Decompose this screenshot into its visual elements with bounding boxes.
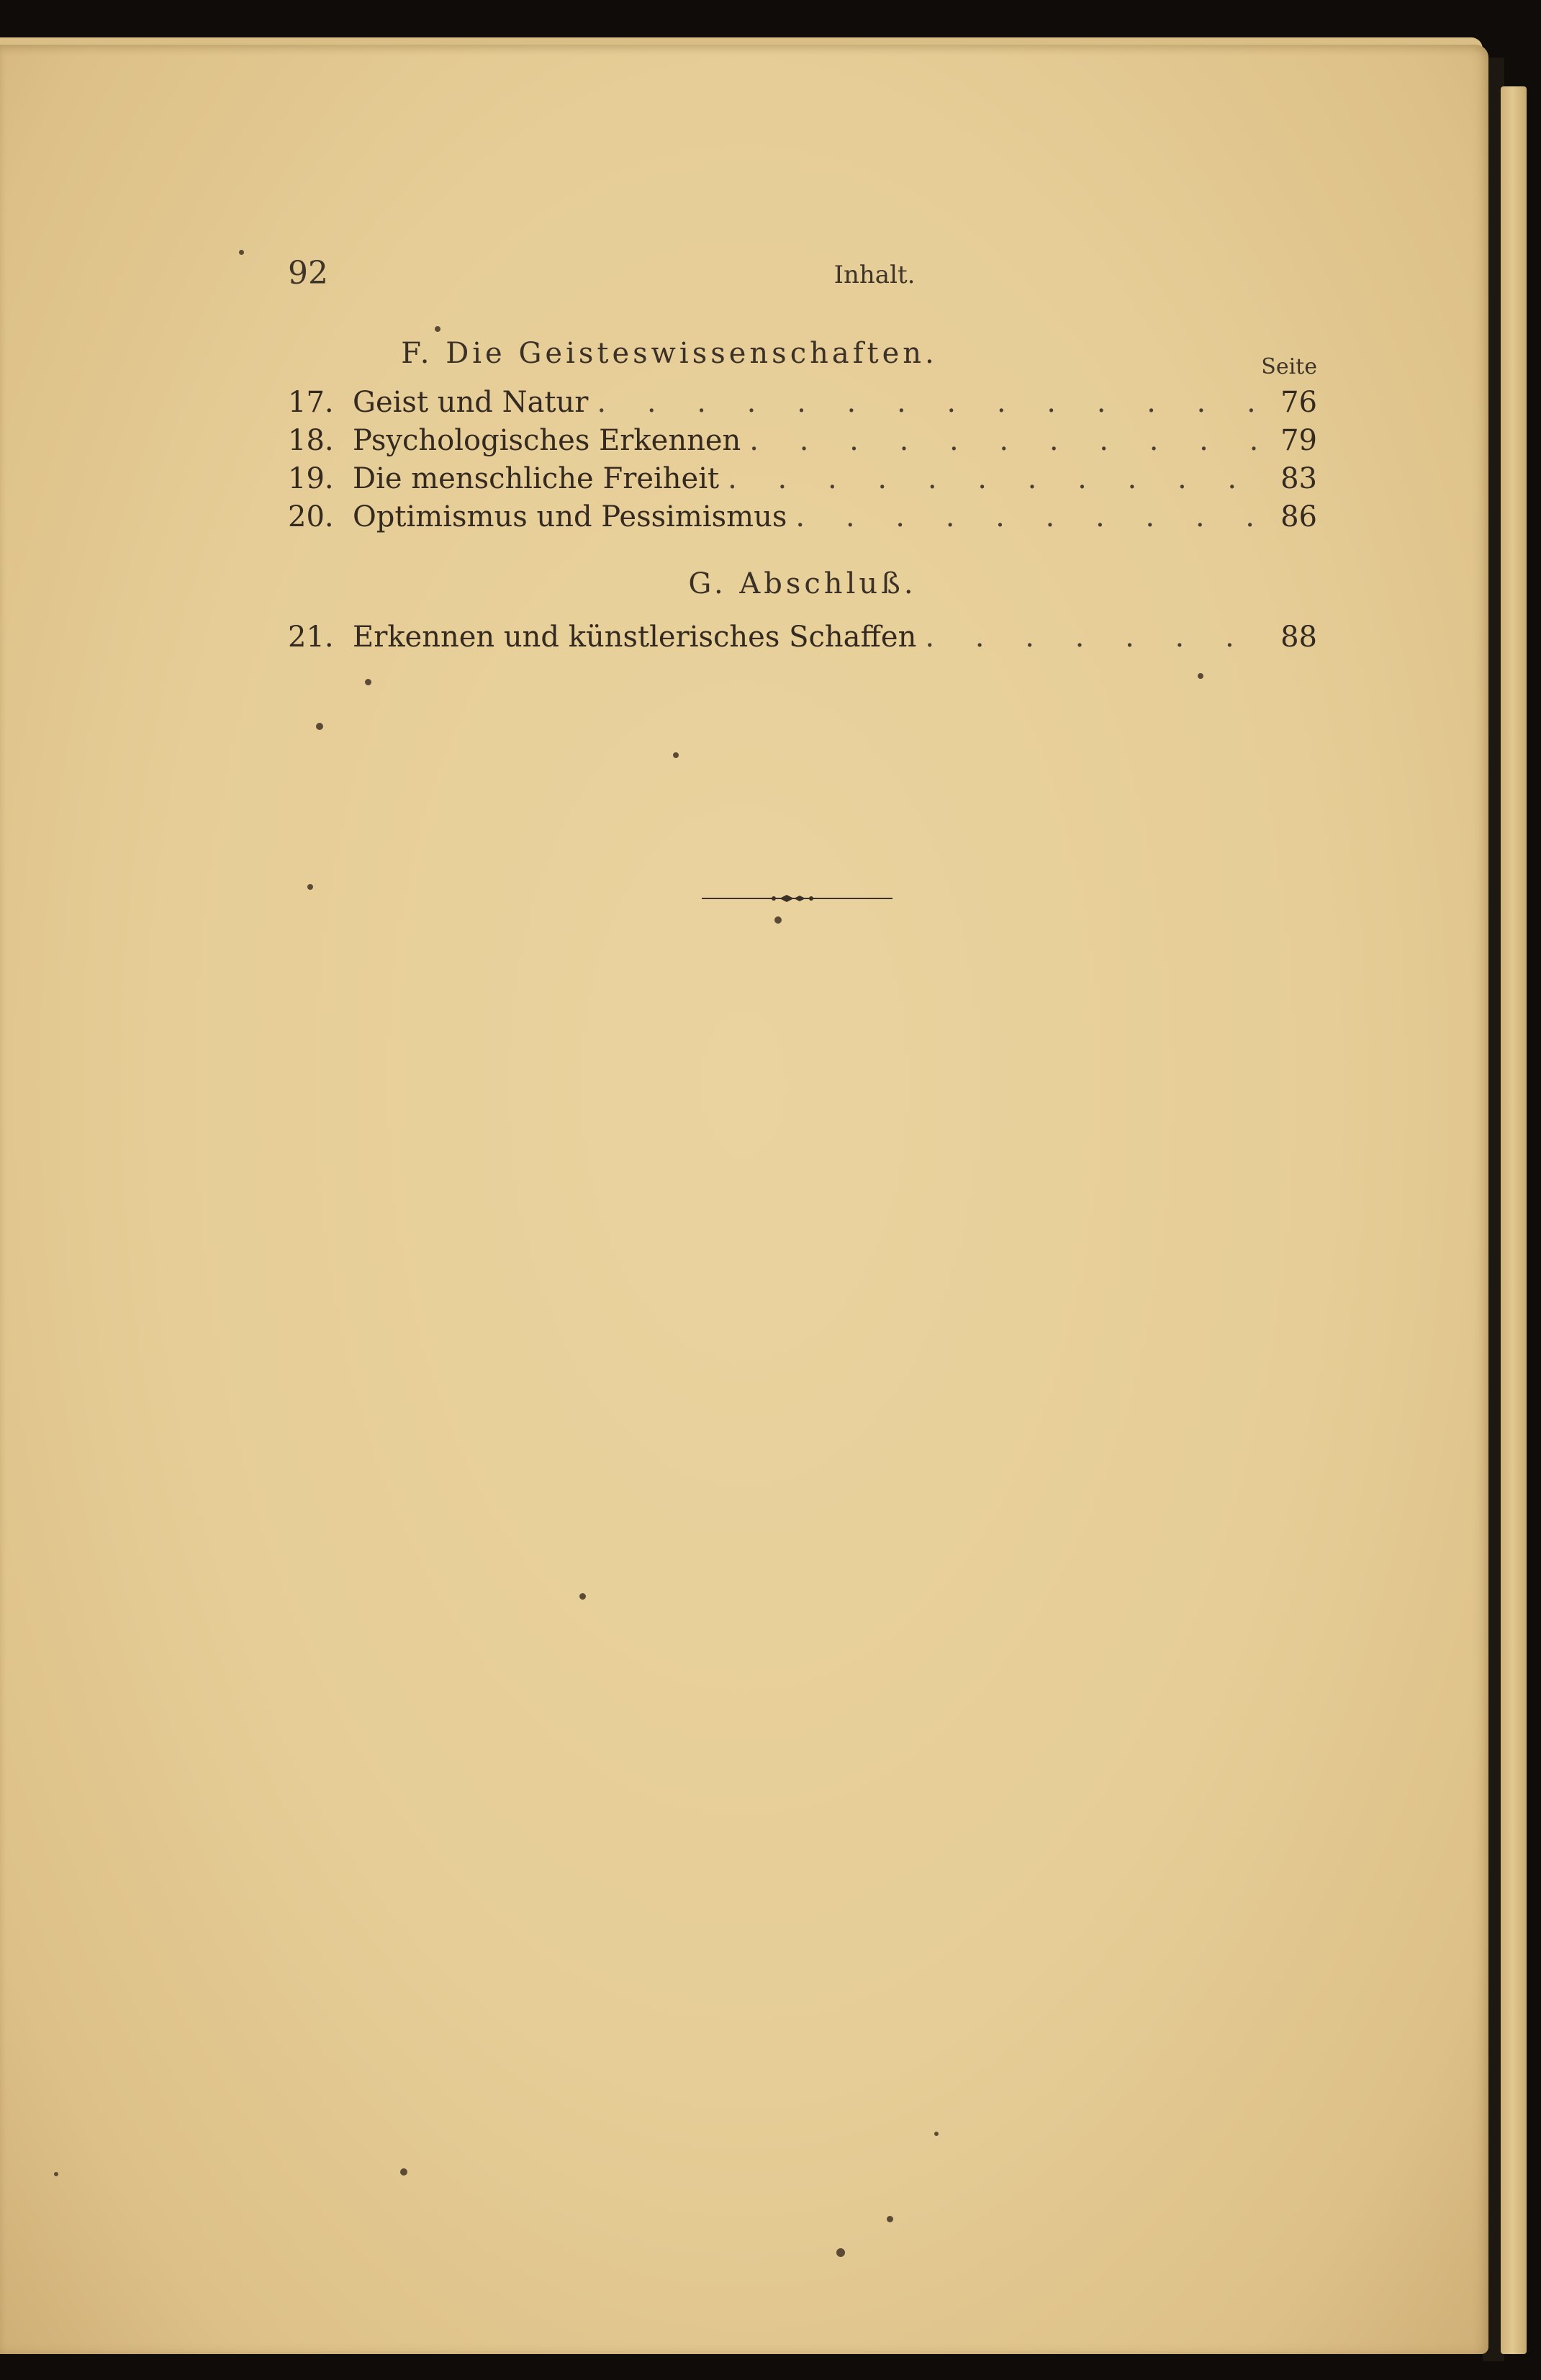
paper-speck [673,752,679,758]
paper-speck [1198,673,1203,679]
paper-speck [774,916,782,924]
entry-page: 86 [1280,500,1317,533]
page-number: 92 [288,255,328,292]
running-head: Inhalt. [833,261,916,289]
entry-title: Die menschliche Freiheit [353,462,720,495]
section-heading-f: F. Die Geisteswissenschaften. [401,337,938,370]
paper-speck [365,679,371,685]
dot-leader [728,462,1268,495]
paper-speck [887,2216,893,2222]
adjacent-page-edge [1501,86,1527,2354]
toc-entry [288,386,1317,423]
entry-number: 18. [288,424,334,457]
entry-number: 20. [288,500,334,533]
page-column-label: Seite [1261,354,1317,379]
dot-leader [749,424,1268,457]
entry-number: 17. [288,386,334,419]
section-heading-g: G. Abschluß. [688,567,917,600]
toc-entry [288,621,1317,658]
paper-speck [316,723,323,730]
dot-leader [925,621,1268,654]
paper-speck [307,884,313,890]
entry-title: Erkennen und künstlerisches Schaffen [353,621,917,654]
paper-speck [400,2168,407,2176]
entry-title: Psychologisches Erkennen [353,424,741,457]
end-ornament [702,891,892,906]
toc-entry [288,462,1317,500]
paper-speck [836,2248,845,2257]
page-header [288,255,1317,298]
entry-page: 76 [1280,386,1317,419]
entry-title: Optimismus und Pessimismus [353,500,787,533]
entry-number: 19. [288,462,334,495]
entry-title: Geist und Natur [353,386,589,419]
entry-page: 88 [1280,621,1317,654]
paper-speck [239,250,244,255]
paper-speck [435,326,440,332]
toc-entry [288,424,1317,461]
entry-page: 83 [1280,462,1317,495]
paper-speck [579,1593,586,1600]
dot-leader [597,386,1268,419]
paper-speck [934,2132,939,2136]
entry-number: 21. [288,621,334,654]
entry-page: 79 [1280,424,1317,457]
dot-leader [795,500,1268,533]
toc-entry [288,500,1317,538]
paper-speck [54,2172,58,2176]
